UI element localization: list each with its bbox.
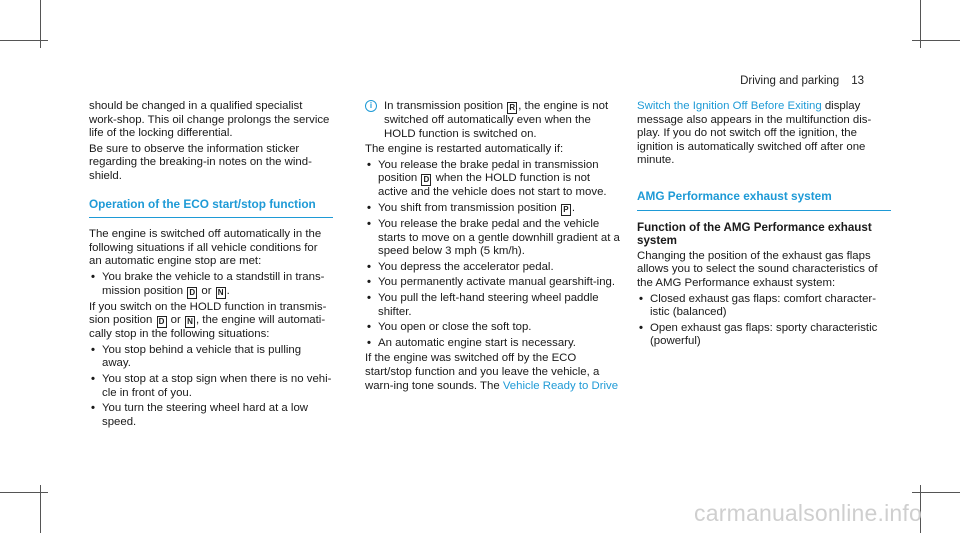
paragraph: should be changed in a qualified specialist work-shop. This oil change prolongs the service life of the locking differential. bbox=[89, 100, 330, 140]
watermark: carmanualsonline.info bbox=[694, 500, 922, 526]
gear-n-icon: N bbox=[185, 316, 195, 328]
display-message-link: Vehicle Ready to Drive bbox=[502, 379, 619, 392]
crop-mark bbox=[0, 492, 48, 493]
paragraph: The engine is switched off automatically in the following situations if all vehicle conditions for an automatic engine stop are met: bbox=[89, 228, 322, 268]
list-item: • You release the brake pedal in transmission position D when the HOLD function is not active and the vehicle does not start to move. bbox=[367, 158, 607, 199]
column-2 bbox=[365, 100, 621, 395]
section-title: Driving and parking bbox=[740, 75, 840, 87]
list-item: • You shift from transmission position P . bbox=[367, 201, 576, 214]
list-item: • You permanently activate manual gearshift-ing. bbox=[367, 276, 616, 289]
subheading: Function of the AMG Performance exhaust system bbox=[637, 220, 872, 248]
column-1 bbox=[89, 100, 333, 431]
crop-mark bbox=[0, 40, 48, 41]
paragraph: Changing the position of the exhaust gas flaps allows you to select the sound characteristics of the AMG Performance exhaust system: bbox=[637, 249, 878, 289]
paragraph: If you switch on the HOLD function in transmis-sion position D or N , the engine will automati-cally stop in the following situations: bbox=[89, 300, 327, 341]
gear-n-icon: N bbox=[216, 287, 226, 299]
page-number: 13 bbox=[851, 75, 864, 87]
gear-d-icon: D bbox=[421, 174, 431, 186]
paragraph: The engine is restarted automatically if: bbox=[365, 143, 564, 156]
section-heading-eco: Operation of the ECO start/stop function bbox=[89, 198, 333, 219]
column-3 bbox=[637, 100, 891, 351]
bullet-list bbox=[637, 293, 891, 349]
paragraph: Switch the Ignition Off Before Exiting display message also appears in the multifunction dis-play. If you do not switch off the ignition, the ignition is automatically switched off after one minute. bbox=[637, 100, 872, 167]
list-item: • You stop at a stop sign when there is no vehi-cle in front of you. bbox=[91, 372, 332, 399]
bullet-list bbox=[89, 344, 333, 430]
info-icon: i bbox=[365, 100, 377, 112]
list-item: • Open exhaust gas flaps: sporty characteristic (powerful) bbox=[639, 321, 878, 348]
info-note: i In transmission position R , the engine is not switched off automatically even when the HOLD function is switched on. bbox=[365, 100, 621, 141]
list-item: • Closed exhaust gas flaps: comfort character-istic (balanced) bbox=[639, 292, 877, 319]
list-item: • You turn the steering wheel hard at a low speed. bbox=[91, 402, 309, 428]
gear-d-icon: D bbox=[157, 316, 167, 328]
crop-mark bbox=[912, 40, 960, 41]
list-item: • You pull the left-hand steering wheel paddle shifter. bbox=[367, 291, 599, 318]
list-item: • You depress the accelerator pedal. bbox=[367, 260, 554, 273]
list-item: • You release the brake pedal and the vehicle starts to move on a gentle downhill gradient at a speed below 3 mph (5 km/h). bbox=[367, 217, 620, 258]
list-item: • You brake the vehicle to a standstill in trans-mission position D or N . bbox=[91, 270, 325, 297]
bullet-list bbox=[89, 271, 333, 299]
paragraph: Be sure to observe the information sticker regarding the breaking-in notes on the wind-shield. bbox=[89, 142, 312, 182]
section-heading-amg: AMG Performance exhaust system bbox=[637, 190, 891, 211]
gear-r-icon: R bbox=[507, 102, 517, 114]
gear-p-icon: P bbox=[561, 204, 571, 216]
gear-d-icon: D bbox=[187, 287, 197, 299]
bullet-list bbox=[365, 159, 621, 351]
display-message-link: Switch the Ignition Off Before Exiting bbox=[637, 100, 822, 112]
list-item: • You stop behind a vehicle that is pulling away. bbox=[91, 343, 302, 370]
running-header bbox=[740, 75, 864, 87]
list-item: • You open or close the soft top. bbox=[367, 321, 532, 334]
paragraph: If the engine was switched off by the ECO start/stop function and you leave the vehicle, a warn-ing tone sounds. The Vehicle Ready to Drive bbox=[365, 352, 619, 392]
crop-mark bbox=[912, 492, 960, 493]
list-item: • An automatic engine start is necessary. bbox=[367, 336, 576, 349]
